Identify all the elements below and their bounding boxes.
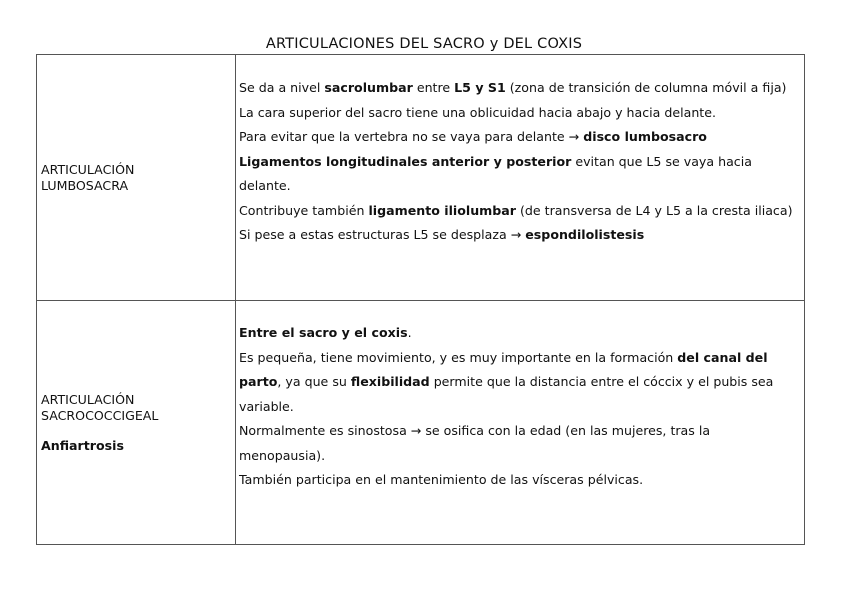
bold-text: ligamento iliolumbar [368,202,517,218]
bold-text: espondilolistesis [525,227,645,242]
label-spacer [41,424,235,438]
bold-text: disco lumbosacro [583,129,707,144]
row-label-line: LUMBOSACRA [41,177,129,193]
row-content [239,55,798,248]
text-run: , ya que su [277,374,351,389]
text-run: permite que la distancia entre el cóccix y el pubis sea variable. [239,374,774,414]
content-paragraph [239,125,798,150]
content-paragraph [239,101,798,126]
content-paragraph [239,419,798,468]
text-run: (zona de transición de columna móvil a fija) [505,80,787,95]
content-paragraph [239,76,798,101]
text-run: Si pese a estas estructuras L5 se desplaza → [239,227,526,242]
row-label-type: Anfiartrosis [41,437,124,453]
table-row [37,55,805,301]
text-run: entre [412,80,455,95]
text-run: Para evitar que la vertebra no se vaya para delante → [239,129,584,144]
bold-text: L5 y S1 [454,80,506,95]
bold-text: sacrolumbar [324,80,413,95]
content-paragraph [239,468,798,493]
bold-text: flexibilidad [350,374,430,389]
text-run: Es pequeña, tiene movimiento, y es muy importante en la formación [239,349,678,365]
row-content [239,301,798,493]
articulations-table [36,54,805,545]
content-paragraph [239,150,798,199]
text-run: Normalmente es sinostosa → se osifica con la edad (en las mujeres, tras la menopausia). [239,423,711,463]
row-label-line: SACROCOCCIGEAL [41,407,159,423]
row-content-cell [236,301,805,545]
text-run: También participa en el mantenimiento de las vísceras pélvicas. [239,472,644,487]
content-paragraph [239,346,798,420]
text-run: La cara superior del sacro tiene una oblicuidad hacia abajo y hacia delante. [239,104,717,120]
text-run: Se da a nivel [239,80,325,95]
bold-text: Entre el sacro y el coxis [239,325,408,340]
row-label-cell [37,55,236,301]
row-label-line: ARTICULACIÓN [41,391,135,407]
row-content-cell [236,55,805,301]
table-row [37,301,805,545]
content-paragraph [239,199,798,224]
text-run: (de transversa de L4 y L5 a la cresta iliaca) [516,202,793,218]
text-run: Contribuye también [239,202,369,218]
bold-text: del canal del parto [239,349,768,389]
text-run: evitan que L5 se vaya hacia delante. [239,153,752,193]
page-title: ARTICULACIONES DEL SACRO y DEL COXIS [265,36,583,52]
row-label-line: ARTICULACIÓN [41,161,135,177]
bold-text: Ligamentos longitudinales anterior y posterior [239,153,572,169]
content-paragraph [239,321,798,346]
text-run: . [407,325,412,340]
row-label-cell [37,301,236,545]
content-paragraph [239,223,798,248]
